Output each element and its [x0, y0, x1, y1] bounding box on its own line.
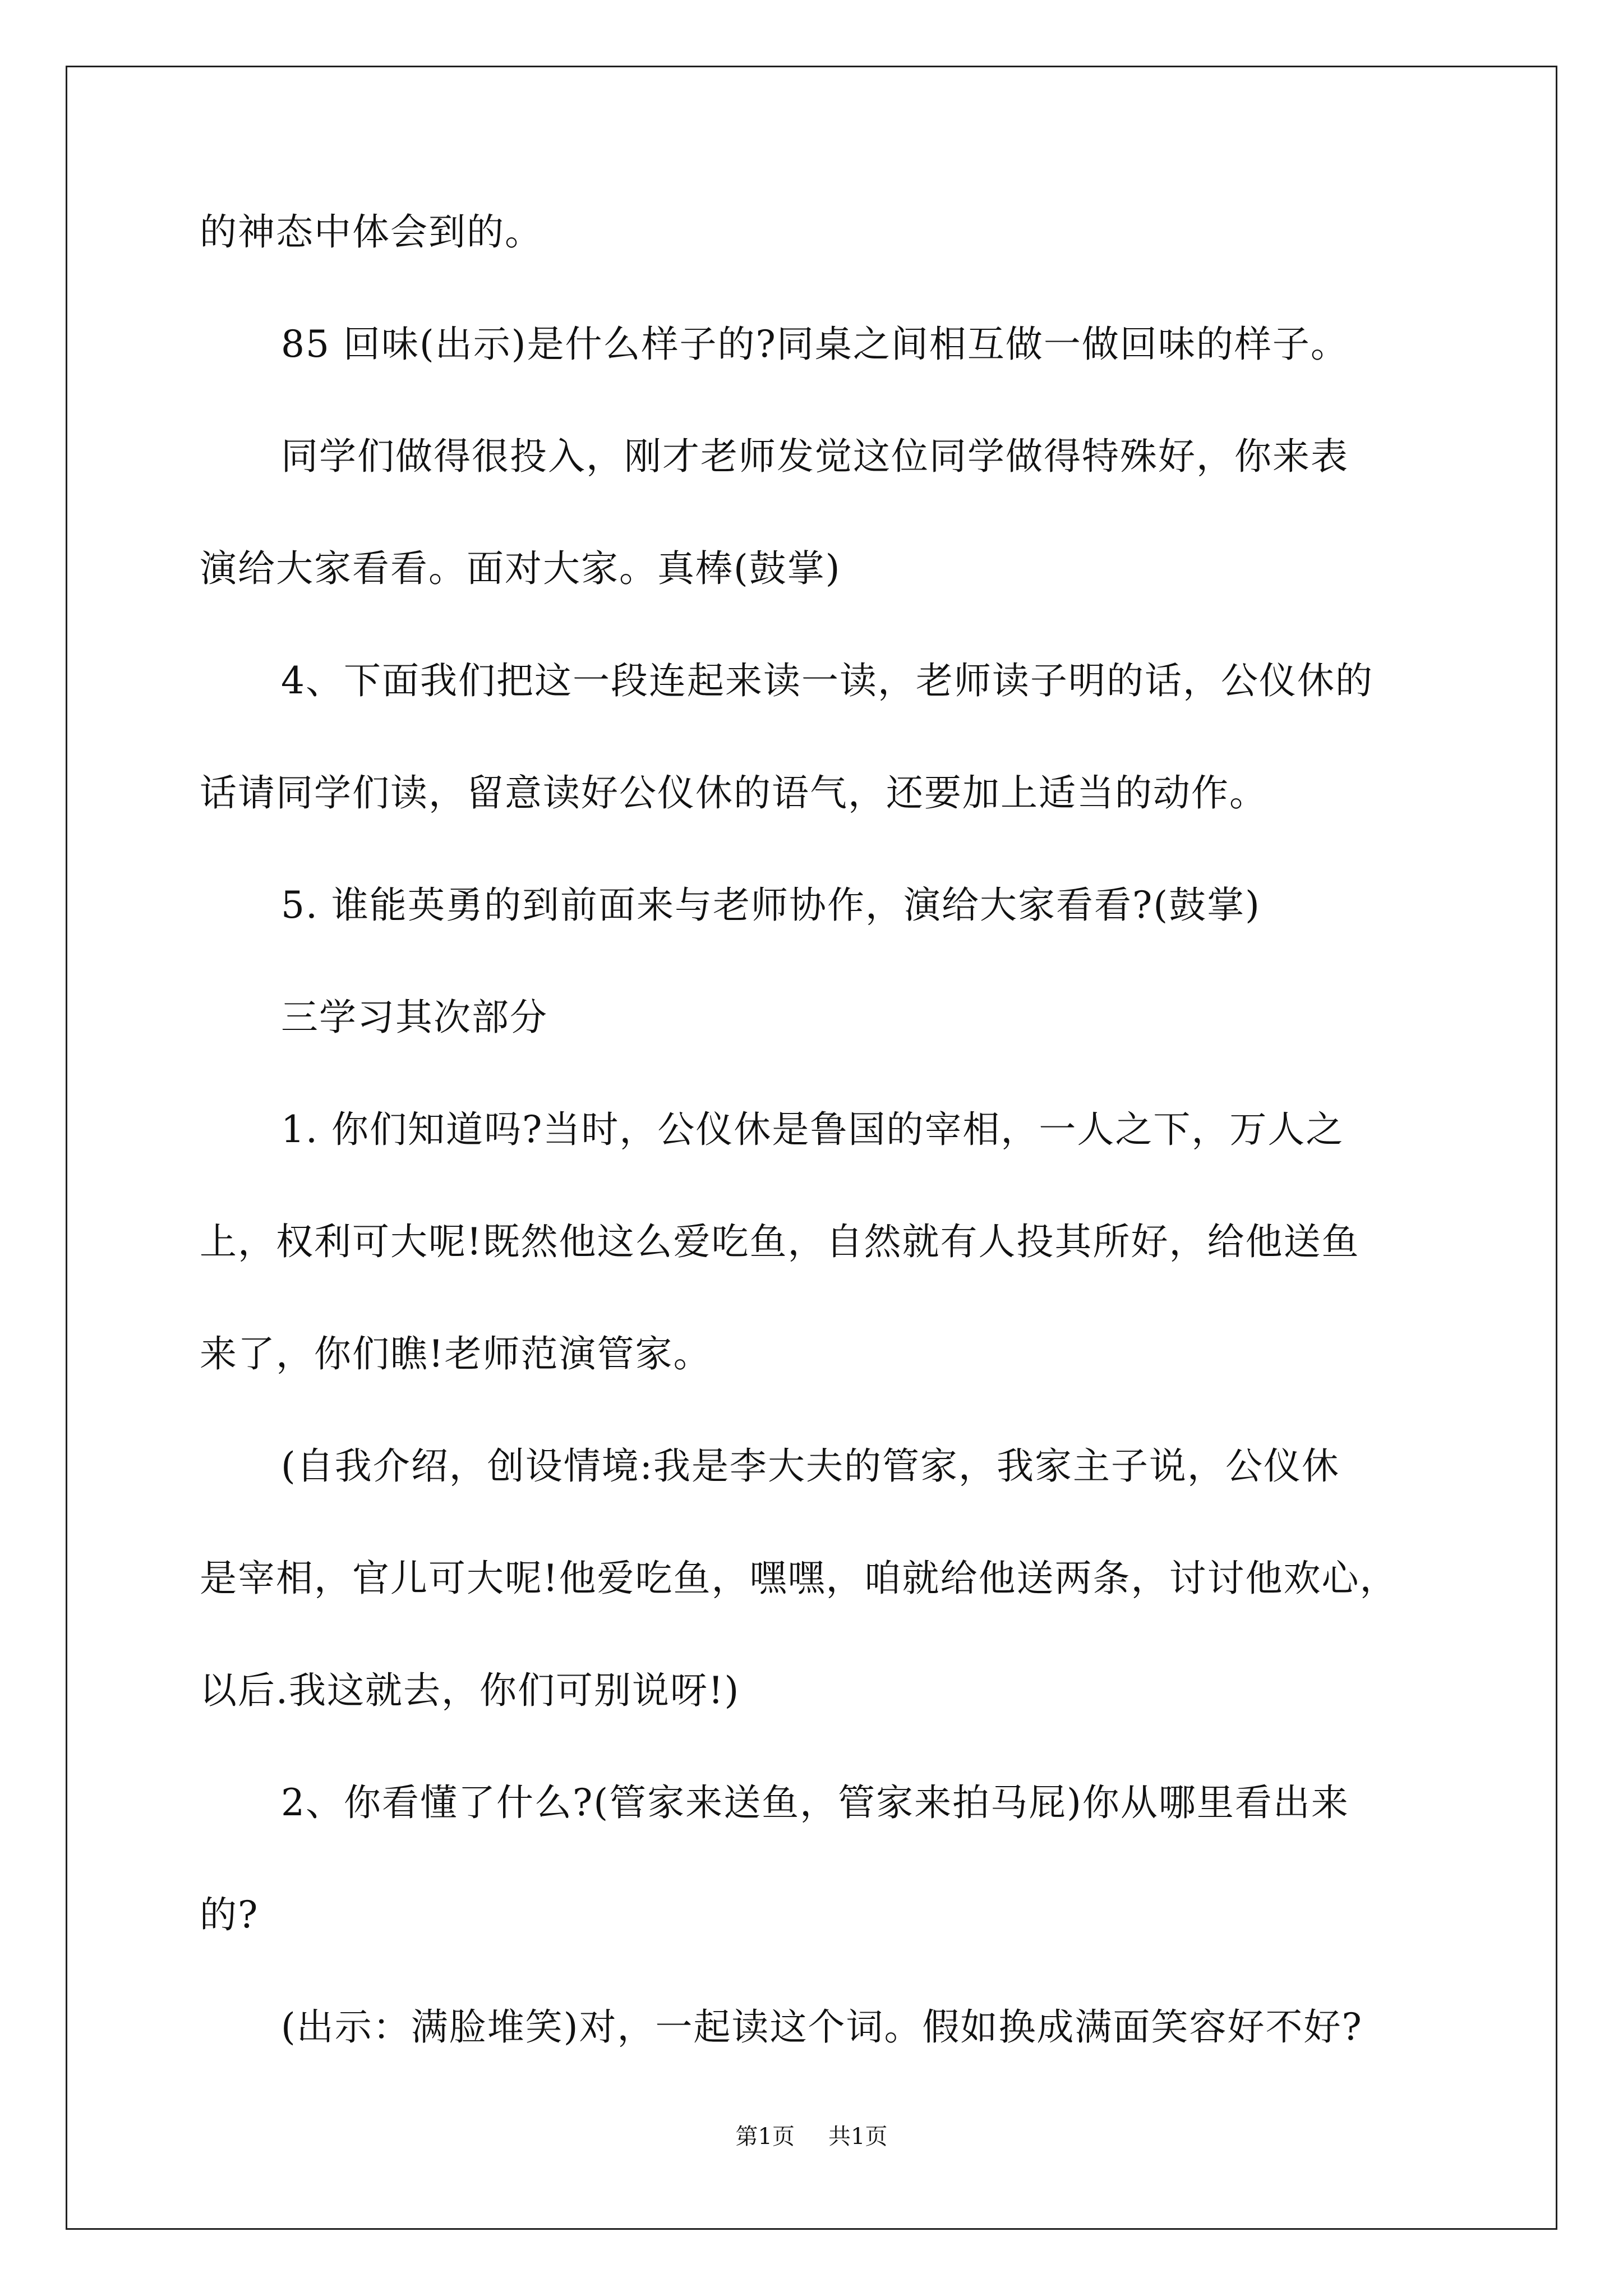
- text-line: 2、你看懂了什么?(管家来送鱼，管家来拍马屁)你从哪里看出来: [281, 1781, 1349, 1824]
- page-number: 第1页: [735, 2124, 795, 2150]
- text-line: 演给大家看看。面对大家。真棒(鼓掌): [200, 547, 841, 590]
- text-line: 1. 你们知道吗?当时，公仪休是鲁国的宰相，一人之下，万人之: [281, 1108, 1344, 1151]
- text-line: 的?: [200, 1893, 259, 1936]
- text-line: 以后.我这就去，你们可别说呀!): [200, 1669, 740, 1712]
- page-footer: [0, 2123, 1623, 2151]
- text-line: 话请同学们读，留意读好公仪休的语气，还要加上适当的动作。: [200, 771, 1267, 815]
- text-line: (出示：满脸堆笑)对，一起读这个词。假如换成满面笑容好不好?: [281, 2005, 1363, 2049]
- text-line: 5. 谁能英勇的到前面来与老师协作，演给大家看看?(鼓掌): [281, 884, 1261, 927]
- text-line: 三学习其次部分: [281, 996, 548, 1039]
- text-line: 上，权利可大呢!既然他这么爱吃鱼，自然就有人投其所好，给他送鱼: [200, 1220, 1360, 1263]
- text-line: 85 回味(出示)是什么样子的?同桌之间相互做一做回味的样子。: [281, 323, 1349, 366]
- text-line: 同学们做得很投入，刚才老师发觉这位同学做得特殊好，你来表: [281, 435, 1349, 478]
- text-line: (自我介绍，创设情境:我是李大夫的管家，我家主子说，公仪休: [281, 1444, 1340, 1488]
- text-line: 来了，你们瞧!老师范演管家。: [200, 1332, 712, 1375]
- text-line: 的神态中体会到的。: [200, 210, 543, 254]
- page-total: 共1页: [828, 2124, 888, 2150]
- text-line: 是宰相，官儿可大呢!他爱吃鱼，嘿嘿，咱就给他送两条，讨讨他欢心，: [200, 1557, 1398, 1600]
- text-line: 4、下面我们把这一段连起来读一读，老师读子明的话，公仪休的: [281, 659, 1373, 702]
